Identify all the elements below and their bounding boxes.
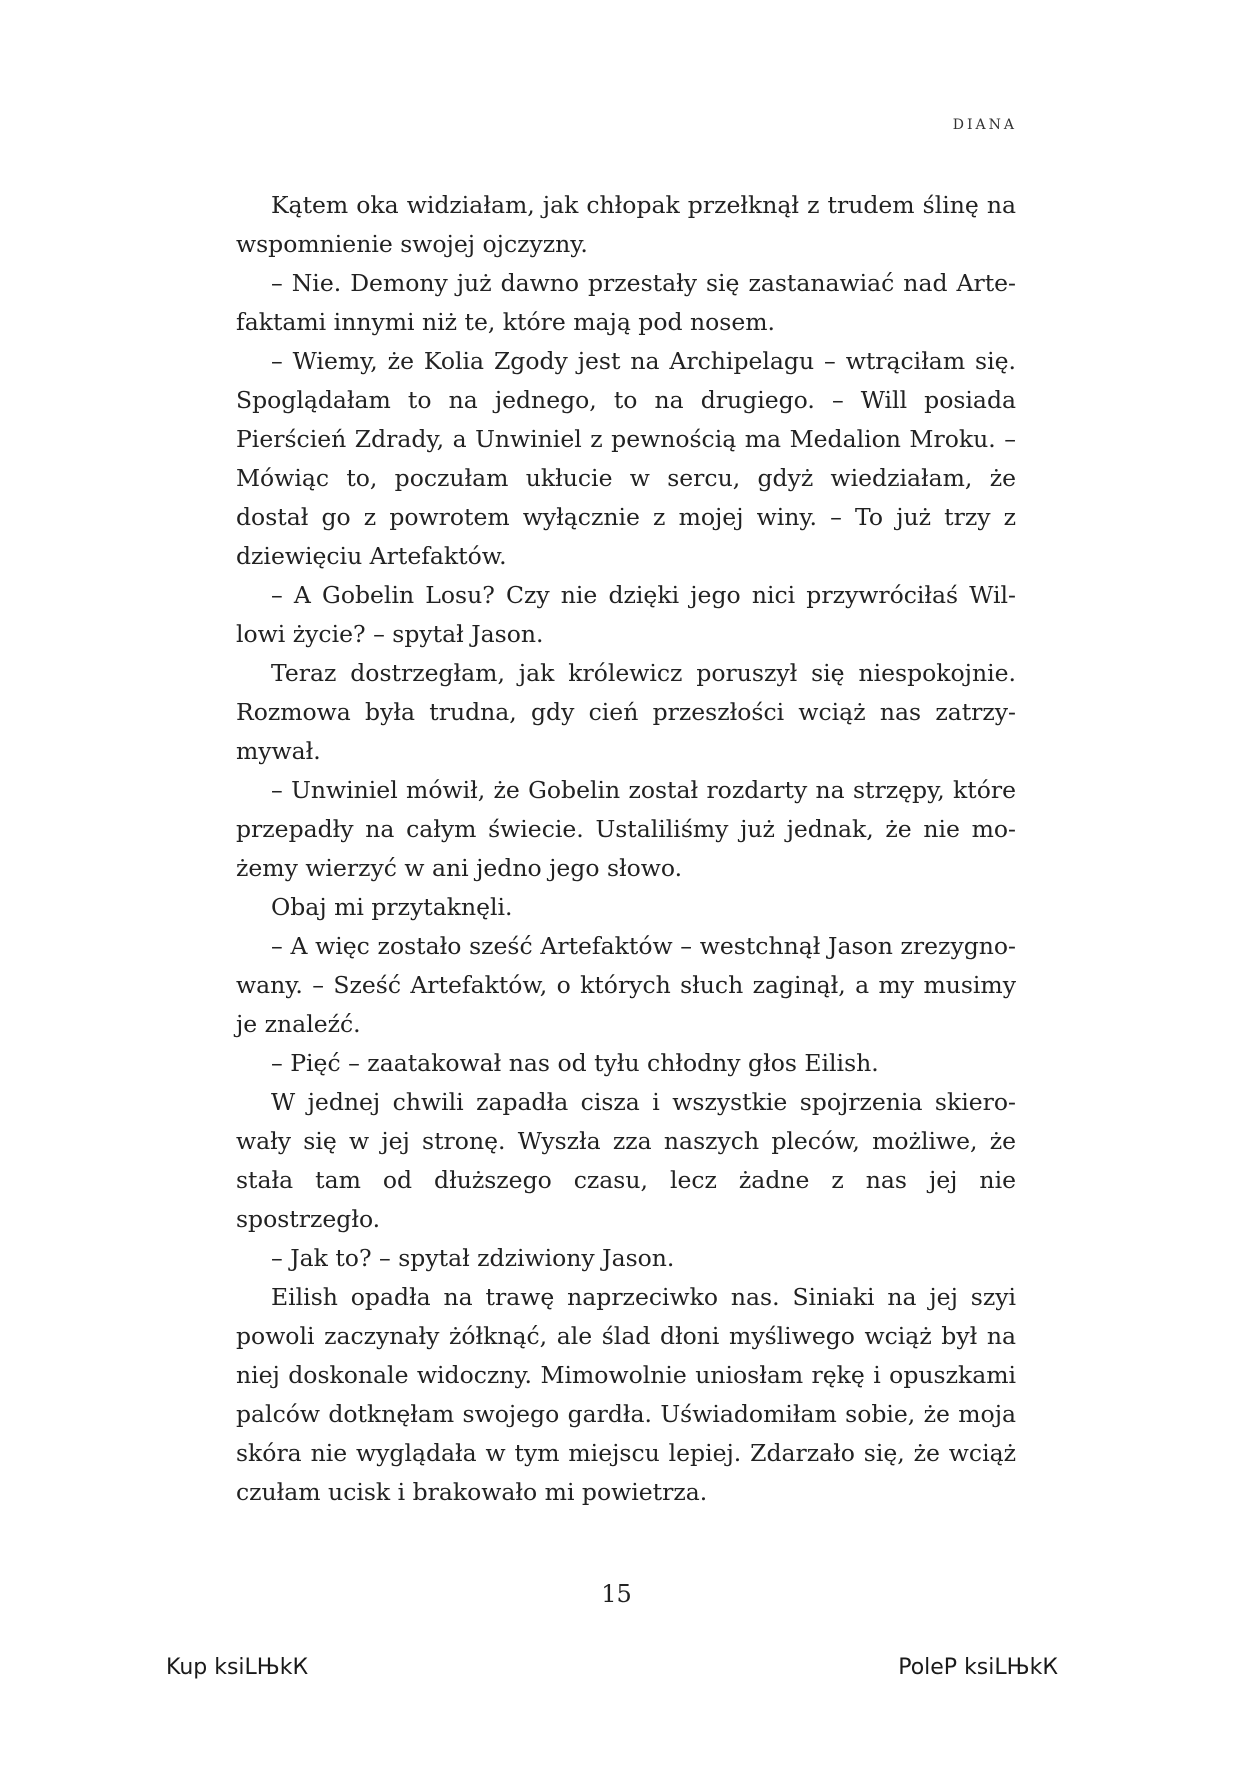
- paragraph: – Jak to? – spytał zdziwiony Jason.: [271, 1244, 675, 1272]
- paragraph: Eilish opadła na trawę naprzeciwko nas. Siniaki na jej szyi powoli zaczynały żółknąć, ale ślad dłoni myśliwego wciąż był na niej doskonale widoczny. Mimowolnie uniosłam rękę i opuszkami palców dotknęłam swojego gardła. Uświadomiłam sobie, że moja skóra nie wyglądała w tym miejscu lepiej. Zdarzało się, że wciąż czułam ucisk i brakowało mi powietrza.: [236, 1283, 1016, 1506]
- paragraph: – A Gobelin Losu? Czy nie dzięki jego nici przywróciłaś Willowi życie? – spytał Jason.: [236, 581, 1016, 648]
- paragraph: Teraz dostrzegłam, jak królewicz poruszył się niespokojnie. Rozmowa była trudna, gdy cień przeszłości wciąż nas zatrzymywał.: [236, 659, 1016, 765]
- paragraph: W jednej chwili zapadła cisza i wszystkie spojrzenia skierowały się w jej stronę. Wyszła zza naszych pleców, możliwe, że stała tam od dłuższego czasu, lecz żadne z nas jej nie spostrzegło.: [236, 1088, 1016, 1233]
- paragraph: Kątem oka widziałam, jak chłopak przełknął z trudem ślinę na wspomnienie swojej ojczyzny.: [236, 191, 1016, 258]
- paragraph: – Pięć – zaatakował nas od tyłu chłodny głos Eilish.: [271, 1049, 879, 1077]
- paragraph: – Unwiniel mówił, że Gobelin został rozdarty na strzępy, które przepadły na całym świecie. Ustaliliśmy już jednak, że nie możemy wierzyć w ani jedno jego słowo.: [236, 776, 1016, 882]
- paragraph: Obaj mi przytaknęli.: [271, 893, 513, 921]
- recommend-book-link[interactable]: PoleР ksiLЊkК: [898, 1655, 1058, 1680]
- buy-book-link[interactable]: Kup ksiLЊkК: [166, 1655, 309, 1680]
- page-number: 15: [601, 1580, 632, 1608]
- paragraph: – Nie. Demony już dawno przestały się zastanawiać nad Artefaktami innymi niż te, które mają pod nosem.: [236, 269, 1016, 336]
- paragraph: – Wiemy, że Kolia Zgody jest na Archipelagu – wtrąciłam się. Spoglądałam to na jednego, to na drugiego. – Will posiada Pierścień Zdrady, a Unwiniel z pewnością ma Medalion Mroku. – Mówiąc to, poczułam ukłucie w sercu, gdyż wiedziałam, że dostał go z powrotem wyłącznie z mojej winy. – To już trzy z dziewięciu Artefaktów.: [236, 347, 1016, 570]
- running-head: DIANA: [952, 117, 1017, 133]
- paragraph: – A więc zostało sześć Artefaktów – westchnął Jason zrezygnowany. – Sześć Artefaktów, o których słuch zaginął, a my musimy je znaleźć.: [236, 932, 1016, 1038]
- body-text: [236, 186, 1016, 1512]
